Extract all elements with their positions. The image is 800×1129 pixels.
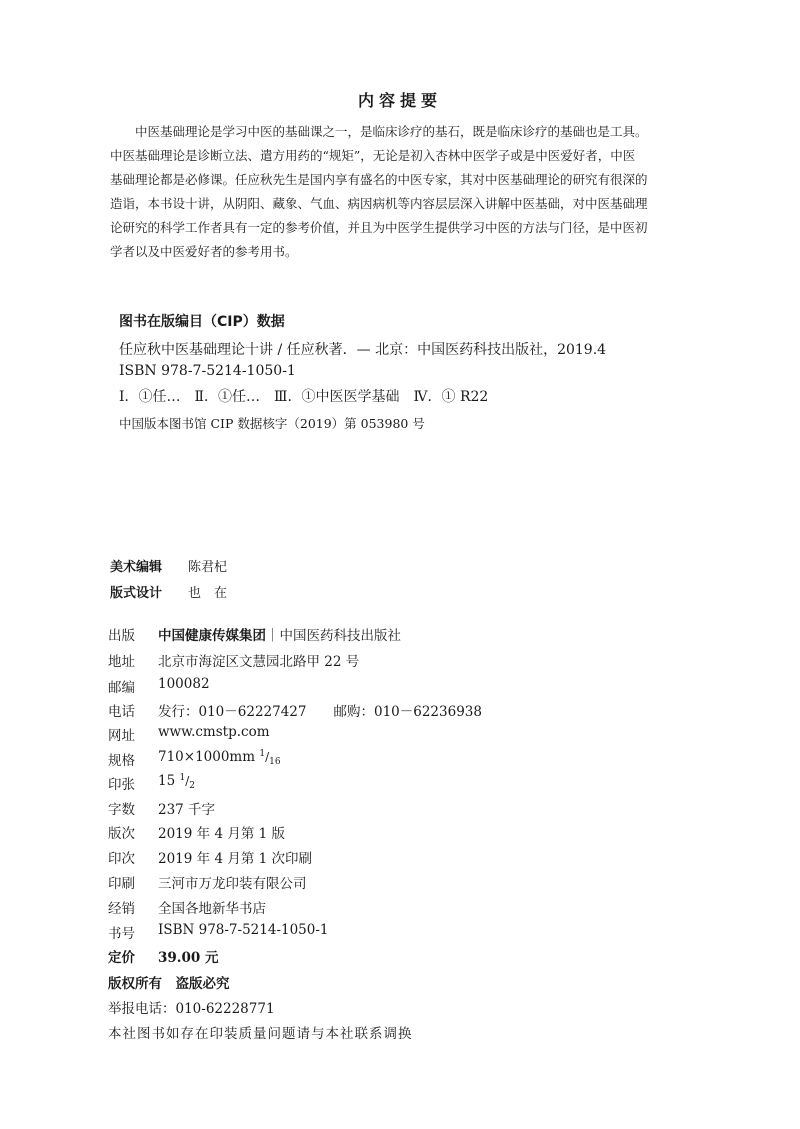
summary-line-6: 学者以及中医爱好者的参考用书。 — [110, 244, 298, 259]
summary-line-5: 论研究的科学工作者具有一定的参考价值，并且为中医学生提供学习中医的方法与门径，是中医初 — [110, 220, 648, 235]
address-label: 地址 — [108, 654, 135, 670]
word-count-label: 字数 — [108, 802, 135, 818]
publisher-separator: ｜ — [266, 628, 280, 644]
format-fraction-slash: / — [265, 750, 270, 764]
price-label: 定价 — [108, 950, 135, 966]
word-count-value: 237 千字 — [158, 802, 216, 818]
layout-designer-name: 也 在 — [188, 586, 228, 601]
sheets-fraction-slash: / — [185, 774, 190, 788]
sheets-fraction-numerator: 1 — [179, 773, 186, 783]
cip-record-line: 中国版本图书馆 CIP 数据核字（2019）第 053980 号 — [119, 416, 425, 431]
publisher-label: 出版 — [108, 628, 135, 644]
phone-label: 电话 — [108, 704, 135, 720]
phone-value: 发行：010－62227427 邮购：010－62236938 — [158, 704, 482, 720]
website-label: 网址 — [108, 728, 135, 744]
summary-line-3: 基础理论都是必修课。任应秋先生是国内享有盛名的中医专家，其对中医基础理论的研究有很深的 — [110, 172, 648, 187]
format-fraction-denominator: 16 — [269, 757, 281, 767]
publisher-value — [158, 624, 401, 644]
cip-isbn-line: ISBN 978-7-5214-1050-1 — [119, 363, 296, 379]
sheets-value — [158, 773, 195, 791]
isbn-label: 书号 — [108, 926, 135, 942]
cip-heading: 图书在版编目（CIP）数据 — [119, 314, 285, 330]
postcode-label: 邮编 — [108, 680, 135, 696]
sheets-whole: 15 — [158, 773, 176, 789]
publisher-group: 中国健康传媒集团 — [158, 628, 266, 644]
format-value — [158, 749, 281, 767]
printing-value: 2019 年 4 月第 1 次印刷 — [158, 851, 312, 867]
art-editor-label: 美术编辑 — [110, 560, 163, 575]
address-value: 北京市海淀区文慧园北路甲 22 号 — [158, 654, 360, 670]
format-fraction-numerator: 1 — [259, 749, 266, 759]
edition-label: 版次 — [108, 826, 135, 842]
quality-notice: 本社图书如存在印装质量问题请与本社联系调换 — [108, 1026, 413, 1042]
publisher-name: 中国医药科技出版社 — [279, 628, 401, 644]
summary-title: 内容提要 — [357, 91, 442, 110]
printer-value: 三河市万龙印装有限公司 — [158, 876, 307, 892]
price-value: 39.00 元 — [158, 950, 219, 966]
postcode-value: 100082 — [158, 676, 210, 692]
sheets-fraction-denominator: 2 — [189, 781, 195, 791]
website-value: www.cmstp.com — [158, 724, 270, 740]
layout-designer-label: 版式设计 — [110, 586, 163, 601]
summary-line-4: 造诣，本书设十讲，从阴阳、藏象、气血、病因病机等内容层层深入讲解中医基础，对中医基础理 — [110, 196, 648, 211]
format-label: 规格 — [108, 753, 135, 769]
edition-value: 2019 年 4 月第 1 版 — [158, 826, 285, 842]
art-editor-name: 陈君杞 — [188, 560, 228, 575]
summary-line-2: 中医基础理论是诊断立法、遣方用药的“规矩”，无论是初入杏林中医学子或是中医爱好者，中医 — [110, 148, 636, 163]
printing-label: 印次 — [108, 851, 135, 867]
cip-title-line: 任应秋中医基础理论十讲 / 任应秋著．— 北京：中国医药科技出版社，2019.4 — [119, 342, 607, 358]
report-phone: 举报电话：010-62228771 — [108, 1001, 275, 1017]
summary-line-1: 中医基础理论是学习中医的基础课之一，是临床诊疗的基石，既是临床诊疗的基础也是工具。 — [110, 124, 648, 139]
sheets-label: 印张 — [108, 777, 135, 793]
isbn-value: ISBN 978-7-5214-1050-1 — [158, 922, 329, 938]
format-size: 710×1000mm — [158, 749, 256, 765]
distributor-label: 经销 — [108, 901, 135, 917]
copyright-notice: 版权所有 盗版必究 — [108, 976, 230, 992]
printer-label: 印刷 — [108, 876, 135, 892]
distributor-value: 全国各地新华书店 — [158, 901, 266, 917]
cip-classification-line: Ⅰ．①任… Ⅱ．①任… Ⅲ．①中医医学基础 Ⅳ．① R22 — [119, 389, 489, 405]
